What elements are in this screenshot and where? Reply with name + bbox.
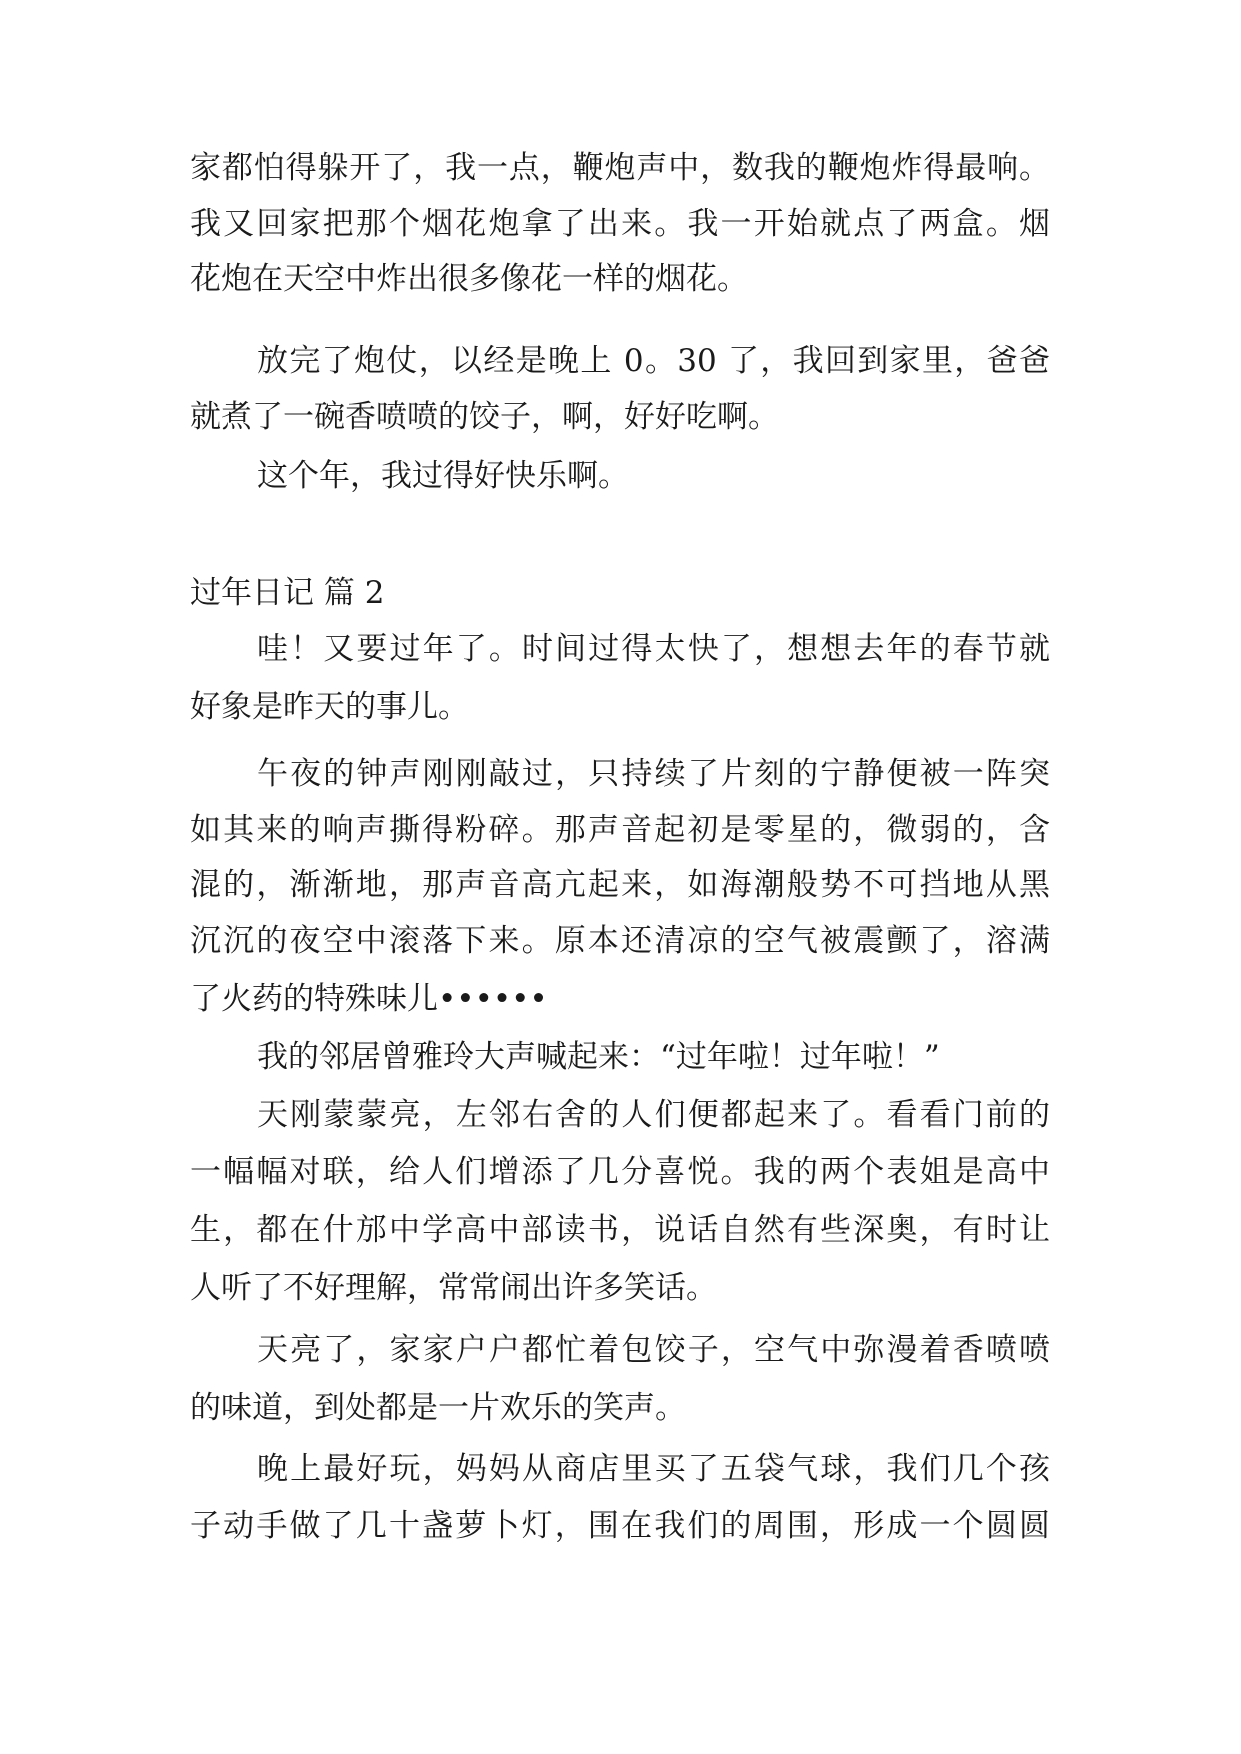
paragraph-line: 人听了不好理解，常常闹出许多笑话。 [190,1270,717,1306]
paragraph-line: 沉沉的夜空中滚落下来。原本还清凉的空气被震颤了，溶满 [190,923,1050,959]
paragraph-line: 的味道，到处都是一片欢乐的笑声。 [190,1390,686,1426]
paragraph-line: 晚上最好玩，妈妈从商店里买了五袋气球，我们几个孩 [257,1451,1050,1487]
paragraph-line: 一幅幅对联，给人们增添了几分喜悦。我的两个表姐是高中 [190,1154,1050,1190]
paragraph-line: 好象是昨天的事儿。 [190,689,469,725]
section-heading: 过年日记 篇 2 [190,575,385,611]
paragraph-line: 天刚蒙蒙亮，左邻右舍的人们便都起来了。看看门前的 [257,1097,1050,1133]
paragraph-line: 这个年，我过得好快乐啊。 [257,458,629,494]
paragraph-line: 生，都在什邡中学高中部读书，说话自然有些深奥，有时让 [190,1212,1050,1248]
paragraph-line: 我的邻居曾雅玲大声喊起来：“过年啦！过年啦！” [257,1039,940,1075]
paragraph-line: 放完了炮仗，以经是晚上 0。30 了，我回到家里，爸爸 [257,343,1050,379]
paragraph-line: 花炮在天空中炸出很多像花一样的烟花。 [190,261,748,297]
paragraph-line: 午夜的钟声刚刚敲过，只持续了片刻的宁静便被一阵突 [257,756,1050,792]
paragraph-line: 了火药的特殊味儿•••••• [190,981,548,1017]
paragraph-line: 就煮了一碗香喷喷的饺子，啊，好好吃啊。 [190,399,779,435]
paragraph-line: 天亮了，家家户户都忙着包饺子，空气中弥漫着香喷喷 [257,1332,1050,1368]
paragraph-line: 如其来的响声撕得粉碎。那声音起初是零星的，微弱的，含 [190,812,1050,848]
paragraph-line: 子动手做了几十盏萝卜灯，围在我们的周围，形成一个圆圆 [190,1508,1050,1544]
paragraph-line: 我又回家把那个烟花炮拿了出来。我一开始就点了两盒。烟 [190,206,1050,242]
paragraph-line: 家都怕得躲开了，我一点，鞭炮声中，数我的鞭炮炸得最响。 [190,150,1050,186]
paragraph-line: 混的，渐渐地，那声音高亢起来，如海潮般势不可挡地从黑 [190,867,1050,903]
paragraph-line: 哇！又要过年了。时间过得太快了，想想去年的春节就 [257,631,1050,667]
